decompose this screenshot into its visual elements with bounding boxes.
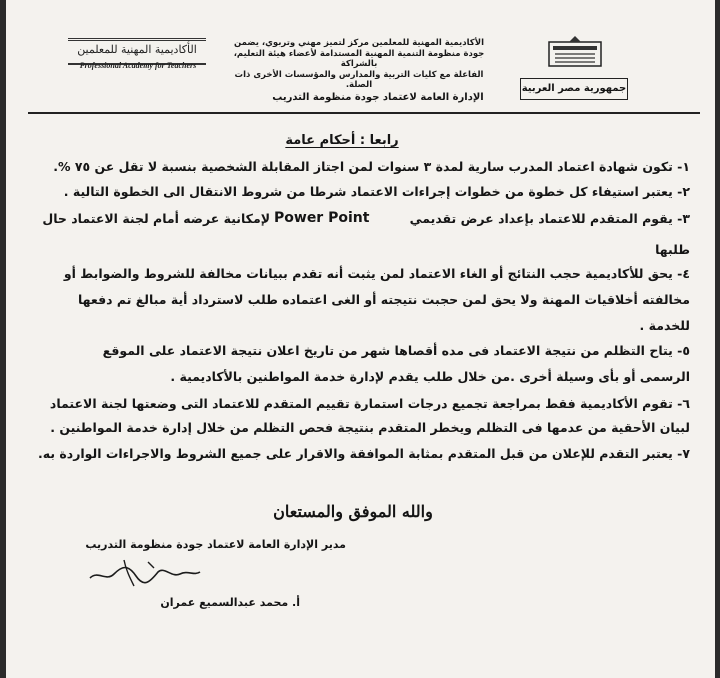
signatory-title: مدير الإدارة العامة لاعتماد جودة منظومة التدريب (85, 538, 346, 551)
mission-line: الفاعلة مع كليات التربية والمدارس والمؤسسات الأخرى ذات الصلة. (234, 69, 484, 90)
scan-edge-right (715, 0, 720, 678)
closing-phrase: والله الموفق والمستعان (273, 502, 433, 521)
department-name: الإدارة العامة لاعتماد جودة منظومة التدريب (272, 92, 484, 103)
academy-english-name: Professional Academy for Teachers (79, 61, 197, 70)
clause-4-line-1: ٤- يحق للأكاديمية حجب النتائج أو الغاء الاعتماد لمن يثبت أنه تقدم ببيانات مخالفة للشروط والضوابط أو (63, 266, 690, 281)
handwritten-signature-icon (84, 552, 204, 592)
academy-logo-text: الأكاديمية المهنية للمعلمين (68, 38, 206, 65)
clause-5-line-1: ٥- يتاح التظلم من نتيجة الاعتماد فى مده أقصاها شهر من تاريخ اعلان نتيجة الاعتماد على الموقع (102, 343, 690, 358)
scan-edge-left (0, 0, 6, 678)
clause-4-line-2: مخالفته أخلاقيات المهنة ولا يحق لمن حجبت نتيجته أو الغى اعتماده طلب لاسترداد أية مبالغ تم دفعها (77, 292, 690, 307)
clause-1: ١- تكون شهادة اعتماد المدرب سارية لمدة ٣ سنوات لمن اجتاز المقابلة الشخصية بنسبة لا تقل عن ٧٥ %. (53, 159, 690, 174)
clause-4-line-3: للخدمة . (639, 318, 690, 333)
academy-mission-statement (228, 38, 490, 91)
clause-2: ٢- يعتبر استيفاء كل خطوة من خطوات إجراءات الاعتماد شرطا من شروط الانتقال الى الخطوة التالية . (63, 184, 690, 199)
section-title: رابعا : أحكام عامة (285, 133, 399, 148)
clause-3-part-c: طلبها (655, 242, 690, 257)
republic-label: جمهورية مصر العربية (520, 78, 628, 100)
clause-3-power-point: Power Point (274, 210, 370, 226)
mission-line: جودة منظومة التنمية المهنية المستدامة لأعضاء هيئة التعليم، بالشراكة (233, 48, 485, 69)
mission-line: الأكاديمية المهنية للمعلمين مركز لتميز مهني وتربوي، يضمن (234, 38, 484, 48)
signatory-name: أ. محمد عبدالسميع عمران (160, 596, 300, 609)
header-divider (28, 112, 700, 114)
clause-6-line-2: لبيان الأحقية من عدمها فى التظلم ويخطر المتقدم بنتيجة فحص التظلم من خلال إدارة خدمة المواطنين . (50, 420, 690, 435)
clause-3-part-b: لإمكانية عرضه أمام لجنة الاعتماد حال (42, 211, 270, 226)
clause-3-part-a: ٣- يقوم المتقدم للاعتماد بإعداد عرض تقديمي (409, 211, 690, 226)
clause-5-line-2: الرسمى أو بأى وسيلة أخرى .من خلال طلب يقدم لإدارة خدمة المواطنين بالأكاديمية . (170, 369, 690, 384)
clause-7: ٧- يعتبر التقدم للإعلان من قبل المتقدم بمثابة الموافقة والاقرار على جميع الشروط والاجراءات الواردة به. (38, 446, 690, 461)
ministry-emblem-icon (545, 36, 605, 70)
clause-6-line-1: ٦- تقوم الأكاديمية فقط بمراجعة تجميع درجات استمارة تقييم المتقدم للاعتماد التى وضعتها لجنة الاعتماد (49, 396, 690, 411)
